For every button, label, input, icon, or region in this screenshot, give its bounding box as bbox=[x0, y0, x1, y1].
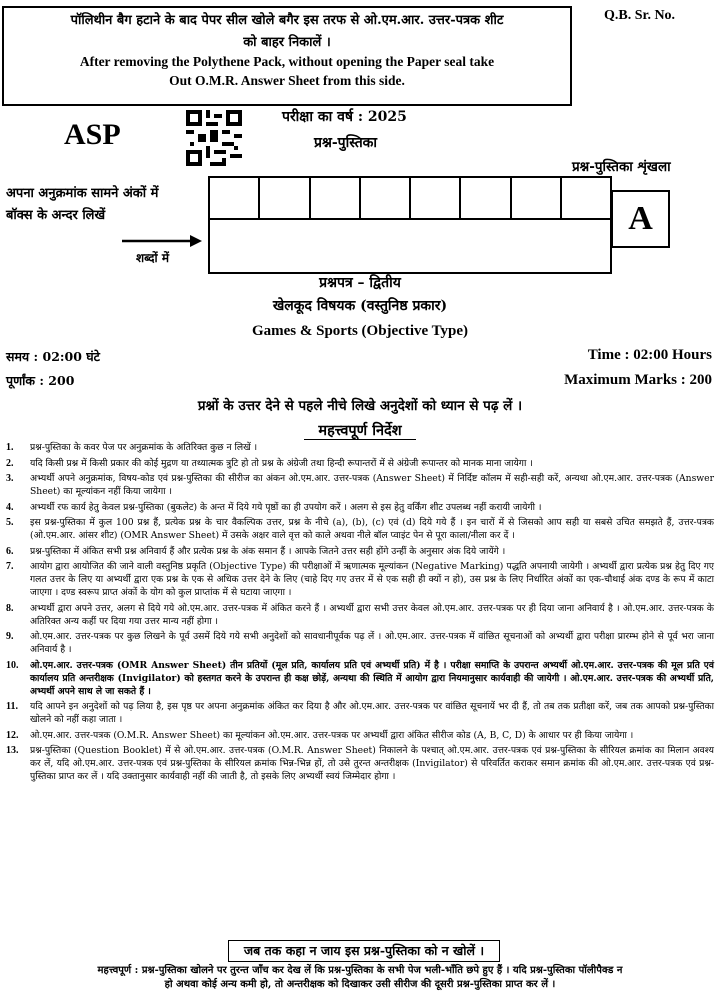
booklet-label: प्रश्न-पुस्तिका bbox=[314, 135, 378, 151]
instruction-number: 1. bbox=[6, 442, 14, 453]
instruction-text: प्रश्न-पुस्तिका के कवर पेज पर अनुक्रमांक के अतिरिक्त कुछ न लिखें । bbox=[30, 442, 258, 453]
arrow-right-icon bbox=[122, 234, 202, 248]
series-label: प्रश्न-पुस्तिका शृंखला bbox=[572, 159, 671, 175]
important-note-line1: महत्त्वपूर्ण : प्रश्न-पुस्तिका खोलने पर तुरन्त जाँच कर देख लें कि प्रश्न-पुस्तिका के सभी पेज भली-भाँति छपे हुए हैं । यदि प्रश्न-पुस्तिका पॉलीपैक्ड न bbox=[97, 965, 623, 976]
time-english: Time : 02:00 Hours bbox=[587, 347, 712, 363]
instructions-heading bbox=[0, 420, 720, 440]
qr-code-icon bbox=[186, 110, 242, 166]
roll-number-note bbox=[6, 183, 158, 227]
instruction-number: 8. bbox=[6, 602, 14, 614]
instruction-text: यदि आपने इन अनुदेशों को पढ़ लिया है, इस पृष्ठ पर अपना अनुक्रमांक अंकित कर दिया है और ओ.एम.आर. उत्तर-पत्रक पर वांछित सूचनायें भर दी हैं, तो तब तक प्रतीक्षा करें, जब तक आपको प्रश्न-पुस्तिका खोलने को नहीं कहा जाता । bbox=[30, 701, 714, 725]
roll-number-words-box[interactable] bbox=[208, 218, 612, 274]
instruction-number: 11. bbox=[6, 701, 18, 712]
instruction-item bbox=[4, 602, 714, 628]
instruction-number: 2. bbox=[6, 457, 14, 469]
instruction-item bbox=[4, 457, 714, 470]
roll-digit-box[interactable] bbox=[260, 178, 310, 220]
instruction-item bbox=[4, 630, 714, 656]
do-not-open-notice: जब तक कहा न जाय इस प्रश्न-पुस्तिका को न खोलें । bbox=[228, 940, 500, 962]
in-words-label: शब्दों में bbox=[136, 251, 169, 265]
instruction-number: 5. bbox=[6, 517, 14, 528]
instruction-text: ओ.एम.आर. उत्तर-पत्रक पर कुछ लिखने के पूर्व उसमें दिये गये सभी अनुदेशों को सावधानीपूर्वक पढ़ लें । ओ.एम.आर. उत्तर-पत्रक में वांछित सूचनाओं को अभ्यर्थी द्वारा परीक्षा प्रारम्भ होने से पूर्व भरा जाना अनिवार्य है । bbox=[30, 631, 714, 655]
instructions-heading-text: महत्त्वपूर्ण निर्देश bbox=[304, 422, 415, 440]
instruction-text: ओ.एम.आर. उत्तर-पत्रक (OMR Answer Sheet) तीन प्रतियों (मूल प्रति, कार्यालय प्रति एवं अभ्यर्थी प्रति) में है । परीक्षा समाप्ति के उपरान्त अभ्यर्थी ओ.एम.आर. उत्तर-पत्रक की मूल प्रति एवं कार्यालय प्रति अन्तरीक्षक (Invigilator) को हस्तगत करने के उपरान्त ही कक्ष छोड़ें, अन्यथा की स्थिति में आयोग द्वारा नियमानुसार कार्यवाही की जायेगी । ओ.एम.आर. उत्तर-पत्रक की अभ्यर्थी प्रति, अभ्यर्थी अपने साथ ले जा सकते हैं । bbox=[30, 659, 714, 697]
instruction-item bbox=[4, 501, 714, 514]
subject-hindi: खेलकूद विषयक (वस्तुनिष्ठ प्रकार) bbox=[272, 298, 448, 314]
instruction-item bbox=[4, 700, 714, 726]
instruction-item bbox=[4, 441, 714, 454]
marks-english: Maximum Marks : 200 bbox=[564, 372, 712, 388]
roll-digit-box[interactable] bbox=[361, 178, 411, 220]
read-instructions-note: प्रश्नों के उत्तर देने से पहले नीचे लिखे अनुदेशों को ध्यान से पढ़ लें । bbox=[197, 398, 523, 414]
instruction-number: 6. bbox=[6, 545, 14, 557]
instruction-item bbox=[4, 659, 714, 698]
roll-digit-box[interactable] bbox=[562, 178, 610, 220]
instruction-item bbox=[4, 729, 714, 742]
instruction-number: 4. bbox=[6, 501, 14, 513]
instruction-number: 13. bbox=[6, 745, 19, 756]
exam-year: परीक्षा का वर्ष : 2025 bbox=[282, 109, 407, 125]
instruction-number: 9. bbox=[6, 631, 14, 642]
roll-digit-box[interactable] bbox=[461, 178, 511, 220]
important-note bbox=[4, 964, 716, 992]
omr-instruction-en-1: After removing the Polythene Pack, without opening the Paper seal take bbox=[79, 54, 495, 69]
time-hindi: समय : 02:00 घंटे bbox=[6, 349, 100, 364]
instruction-text: अभ्यर्थी द्वारा अपने उत्तर, अलग से दिये गये ओ.एम.आर. उत्तर-पत्रक में अंकित करने हैं । अभ्यर्थी द्वारा सभी उत्तर केवल ओ.एम.आर. उत्तर-पत्रक पर ही दिया जाना अनिवार्य है । ओ.एम.आर. उत्तर-पत्रक के अतिरिक्त अन्य कहीं पर दिया गया उत्तर मान्य नहीं होगा । bbox=[30, 602, 714, 627]
instruction-text: प्रश्न-पुस्तिका में अंकित सभी प्रश्न अनिवार्य हैं और प्रत्येक प्रश्न के अंक समान हैं । आपके जितने उत्तर सही होंगे उन्हीं के अनुसार अंक दिये जायेंगे । bbox=[30, 545, 506, 557]
series-value-box: A bbox=[611, 190, 670, 248]
instruction-item bbox=[4, 560, 714, 599]
roll-number-note-line2: बॉक्स के अन्दर लिखें bbox=[6, 208, 106, 223]
roll-digit-box[interactable] bbox=[311, 178, 361, 220]
paper-number: प्रश्नपत्र – द्वितीय bbox=[319, 275, 401, 291]
instruction-item bbox=[4, 516, 714, 542]
omr-instruction-box bbox=[2, 6, 572, 106]
instruction-item bbox=[4, 744, 714, 783]
instructions-list bbox=[4, 441, 714, 786]
marks-hindi: पूर्णांक : 200 bbox=[6, 373, 75, 388]
roll-number-digit-boxes[interactable] bbox=[208, 176, 612, 220]
omr-instruction-en-2: Out O.M.R. Answer Sheet from this side. bbox=[169, 73, 405, 88]
instruction-text: प्रश्न-पुस्तिका (Question Booklet) में से ओ.एम.आर. उत्तर-पत्रक (O.M.R. Answer Sheet) निकालने के पश्चात् ओ.एम.आर. उत्तर-पत्रक एवं प्रश्न-पुस्तिका के सीरियल क्रमांक का मिलान अवश्य कर लें, यदि ओ.एम.आर. उत्तर-पत्रक एवं प्रश्न-पुस्तिका के सीरियल क्रमांक भिन्न-भिन्न हों, तो उसे तुरन्त अन्तरीक्षक (Invigilator) से परिवर्तित कराकर समान क्रमांक की ओ.एम.आर. उत्तर-पत्रक एवं प्रश्न-पुस्तिका प्राप्त कर लें । यदि उक्तानुसार कार्यवाही नहीं की जाती है, तो इसके लिए अभ्यर्थी स्वयं जिम्मेदार होगा । bbox=[30, 745, 714, 782]
instruction-text: अभ्यर्थी रफ कार्य हेतु केवल प्रश्न-पुस्तिका (बुकलेट) के अन्त में दिये गये पृष्ठों का ही उपयोग करें । अलग से इस हेतु वर्किंग शीट उपलब्ध नहीं करायी जायेगी । bbox=[30, 501, 542, 513]
paper-code: ASP bbox=[64, 118, 121, 151]
roll-digit-box[interactable] bbox=[411, 178, 461, 220]
instruction-text: यदि किसी प्रश्न में किसी प्रकार की कोई मुद्रण या तथ्यात्मक त्रुटि हो तो प्रश्न के अंग्रेजी तथा हिन्दी रूपान्तरों में से अंग्रेजी रूपान्तर को मानक माना जायेगा । bbox=[30, 457, 533, 469]
subject-english: Games & Sports (Objective Type) bbox=[251, 323, 469, 339]
instruction-text: आयोग द्वारा आयोजित की जाने वाली वस्तुनिष्ठ प्रकृति (Objective Type) की परीक्षाओं में ऋणात्मक मूल्यांकन (Negative Marking) पद्धति अपनायी जायेगी । अभ्यर्थी द्वारा प्रत्येक प्रश्न हेतु दिए गए गलत उत्तर के लिए या अभ्यर्थी द्वारा एक प्रश्न के एक से अधिक उत्तर देने के लिए (चाहे दिए गए उत्तर में से एक सही ही क्यों न हो), उस प्रश्न के लिए निर्धारित अंकों का एक-चौथाई अंक दण्ड के रूप में काटा जाएगा । दण्ड स्वरूप प्राप्त अंकों के योग को कुल प्राप्तांक में से घटाया जाएगा । bbox=[30, 561, 715, 598]
instruction-number: 12. bbox=[6, 729, 19, 741]
omr-instruction-hi-1: पॉलिथीन बैग हटाने के बाद पेपर सील खोले बगैर इस तरफ से ओ.एम.आर. उत्तर-पत्रक शीट bbox=[70, 13, 504, 28]
instruction-item bbox=[4, 545, 714, 558]
instruction-number: 3. bbox=[6, 473, 14, 484]
instruction-text: ओ.एम.आर. उत्तर-पत्रक (O.M.R. Answer Sheet) का मूल्यांकन ओ.एम.आर. उत्तर-पत्रक पर अभ्यर्थी द्वारा अंकित सीरीज कोड (A, B, C, D) के आधार पर ही किया जायेगा । bbox=[30, 729, 634, 741]
instruction-text: इस प्रश्न-पुस्तिका में कुल 100 प्रश्न हैं, प्रत्येक प्रश्न के चार वैकल्पिक उत्तर, प्रश्न के नीचे (a), (b), (c) एवं (d) दिये गये हैं । इन चारों में से जिसको आप सही या सबसे उचित समझते हैं, उत्तर-पत्रक (ओ.एम.आर. आंसर शीट) (OMR Answer Sheet) में उसके अक्षर वाले वृत्त को काले अथवा नीले बॉल प्वाइंट पेन से पूरा काला/नीला कर दें । bbox=[30, 517, 714, 541]
roll-digit-box[interactable] bbox=[512, 178, 562, 220]
omr-instruction-hi-2: को बाहर निकालें । bbox=[243, 35, 331, 50]
important-note-line2: हो अथवा कोई अन्य कमी हो, तो अन्तरीक्षक को दिखाकर उसी सीरीज की दूसरी प्रश्न-पुस्तिका प्राप्त कर लें । bbox=[164, 979, 556, 990]
roll-digit-box[interactable] bbox=[210, 178, 260, 220]
instruction-number: 7. bbox=[6, 561, 14, 572]
qb-serial-label: Q.B. Sr. No. bbox=[604, 8, 676, 23]
instruction-item bbox=[4, 472, 714, 498]
roll-number-note-line1: अपना अनुक्रमांक सामने अंकों में bbox=[6, 186, 159, 201]
instruction-text: अभ्यर्थी अपने अनुक्रमांक, विषय-कोड एवं प्रश्न-पुस्तिका की सीरीज का अंकन ओ.एम.आर. उत्तर-पत्रक (Answer Sheet) में निर्दिष्ट कॉलम में सही-सही करें, अन्यथा ओ.एम.आर. उत्तर-पत्रक (Answer Sheet) का मूल्यांकन नहीं किया जायेगा । bbox=[30, 473, 714, 497]
instruction-number: 10. bbox=[6, 659, 19, 671]
